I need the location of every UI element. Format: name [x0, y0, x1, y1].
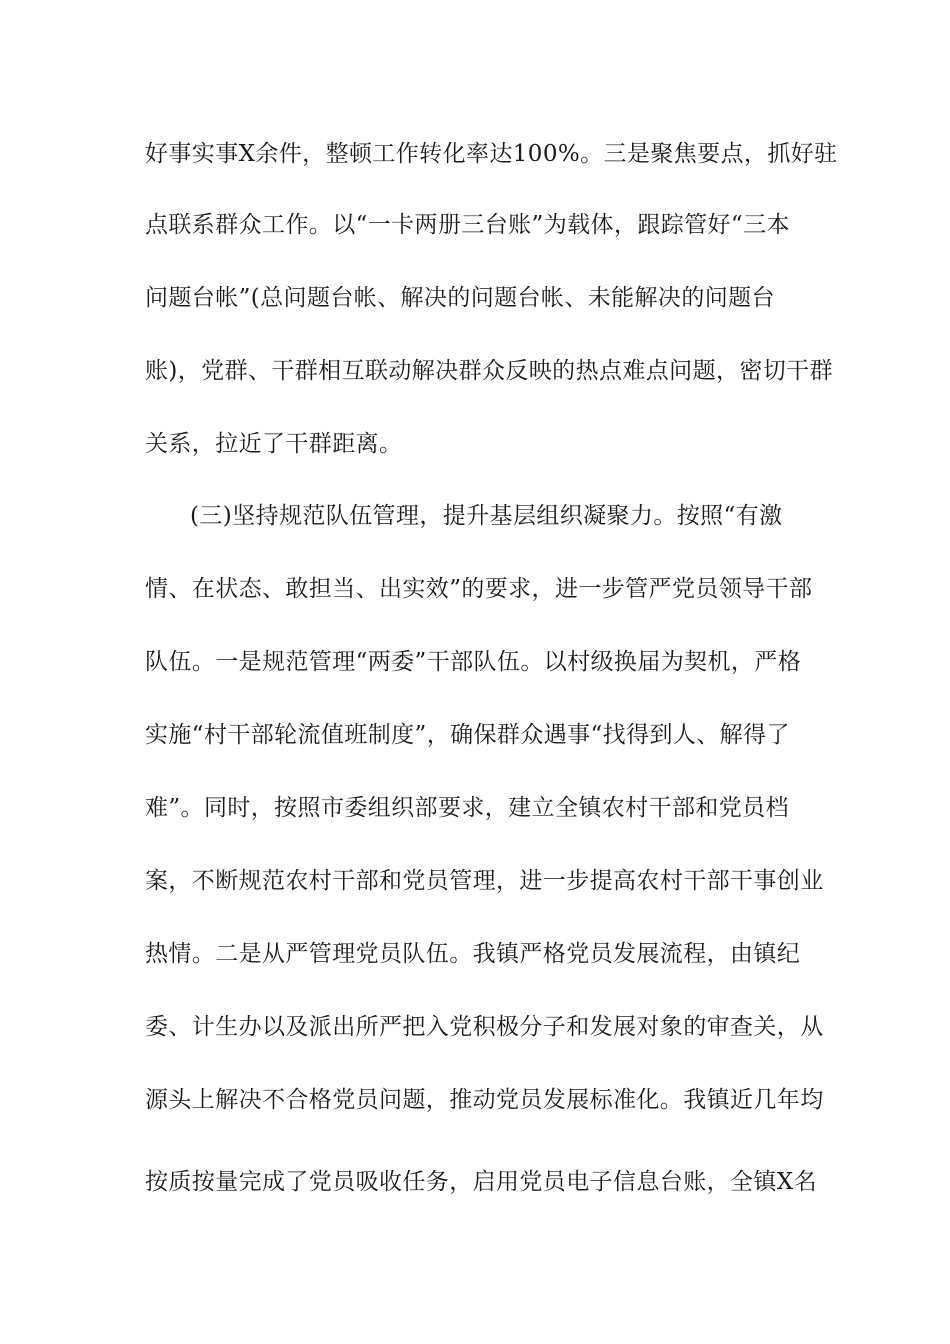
text-line: 委、计生办以及派出所严把入党积极分子和发展对象的审查关，从: [145, 1014, 824, 1040]
text-line: 源头上解决不合格党员问题，推动党员发展标准化。我镇近几年均: [145, 1087, 824, 1113]
text-line: 实施“村干部轮流值班制度”，确保群众遇事“找得到人、解得了: [145, 722, 790, 748]
text-line: 情、在状态、敢担当、出实效”的要求，进一步管严党员领导干部: [145, 576, 813, 602]
text-line: 热情。二是从严管理党员队伍。我镇严格党员发展流程，由镇纪: [145, 941, 801, 967]
section-heading-line: (三)坚持规范队伍管理，提升基层组织凝聚力。按照“有激: [190, 503, 783, 529]
text-line: 好事实事X余件，整顿工作转化率达100%。三是聚焦要点，抓好驻: [145, 141, 838, 167]
text-line: 点联系群众工作。以“一卡两册三台账”为载体，跟踪管好“三本: [145, 212, 790, 238]
text-line: 案，不断规范农村干部和党员管理，进一步提高农村干部干事创业: [145, 868, 824, 894]
text-line: 难”。同时，按照市委组织部要求，建立全镇农村干部和党员档: [145, 795, 789, 821]
text-line: 问题台帐”(总问题台帐、解决的问题台帐、未能解决的问题台: [145, 285, 775, 311]
text-line: 账)，党群、干群相互联动解决群众反映的热点难点问题，密切干群: [145, 358, 833, 384]
text-line: 关系，拉近了干群距离。: [145, 431, 403, 457]
text-line: 队伍。一是规范管理“两委”干部队伍。以村级换届为契机，严格: [145, 649, 802, 675]
text-line: 按质按量完成了党员吸收任务，启用党员电子信息台账，全镇X名: [145, 1169, 817, 1195]
